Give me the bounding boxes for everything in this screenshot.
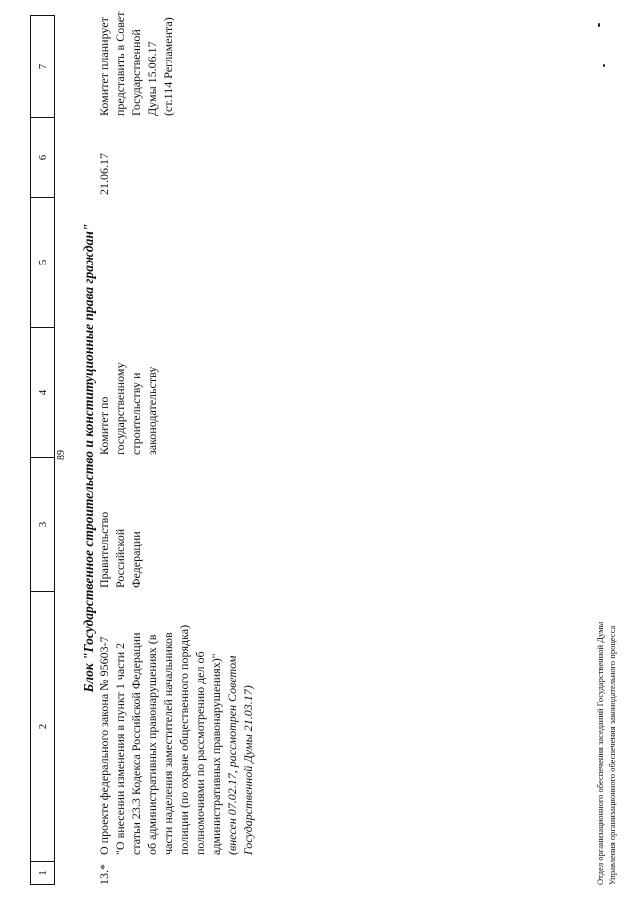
- footer-line: Отдел организационного обеспечения заседаний Государственной Думы: [595, 621, 605, 885]
- committee-line: государственному: [113, 362, 127, 455]
- column-number-3: 3: [31, 457, 54, 591]
- column-number-2: 2: [31, 591, 54, 861]
- column-number-5: 5: [31, 197, 54, 327]
- page-number: 89: [56, 450, 67, 460]
- column-number-6: 6: [31, 117, 54, 197]
- table-column-numbers-row: [30, 15, 55, 885]
- page-footer: [594, 622, 618, 885]
- bill-title-line: административных правонарушениях)": [209, 653, 223, 855]
- column-number-1: 1: [31, 861, 54, 884]
- status-line: (ст.114 Регламента): [161, 17, 175, 116]
- column-number-7: 7: [36, 63, 49, 70]
- bill-title-line: О проекте федерального закона № 95603-7: [97, 636, 111, 855]
- scan-speck: [598, 23, 600, 27]
- bill-title-line: об административных правонарушениях (в: [145, 634, 159, 855]
- committee-cell: [96, 363, 160, 455]
- bill-title-line: "О внесении изменения в пункт 1 части 2: [113, 642, 127, 855]
- column-number-4: 4: [31, 327, 54, 457]
- bill-title-line: полномочиями по рассмотрению дел об: [193, 651, 207, 855]
- status-line: Комитет планирует: [97, 17, 111, 116]
- bill-title-line: статьи 23.3 Кодекса Российской Федерации: [129, 632, 143, 855]
- committee-line: строительству и: [129, 372, 143, 455]
- initiator-line: Российской: [113, 528, 127, 588]
- initiator-line: Федерации: [129, 531, 143, 588]
- status-cell: [96, 12, 176, 116]
- bill-note-line: Государственной Думы 21.03.17): [241, 685, 255, 855]
- footer-line: Управления организационного обеспечения законодательного процесса: [607, 625, 617, 885]
- bill-note-line: (внесен 07.02.17, рассмотрен Советом: [225, 655, 239, 855]
- initiator-line: Правительство: [97, 511, 111, 588]
- status-line: Думы 15.06.17: [145, 41, 159, 116]
- bill-title-line: части наделения заместителей начальников: [161, 632, 175, 855]
- status-line: Государственной: [129, 29, 143, 116]
- committee-line: Комитет по: [97, 396, 111, 455]
- initiator-cell: [96, 512, 144, 588]
- row-number: 13.*: [97, 864, 111, 885]
- committee-line: законодательству: [145, 366, 159, 455]
- block-title: Блок "Государственное строительство и конституционные права граждан": [81, 223, 96, 693]
- scan-speck: [603, 64, 605, 67]
- bill-title-cell: [96, 625, 256, 855]
- status-line: представить в Совет: [113, 11, 127, 116]
- date-cell: 21.06.17: [97, 153, 111, 195]
- bill-title-line: полиции (по охране общественного порядка): [177, 624, 191, 855]
